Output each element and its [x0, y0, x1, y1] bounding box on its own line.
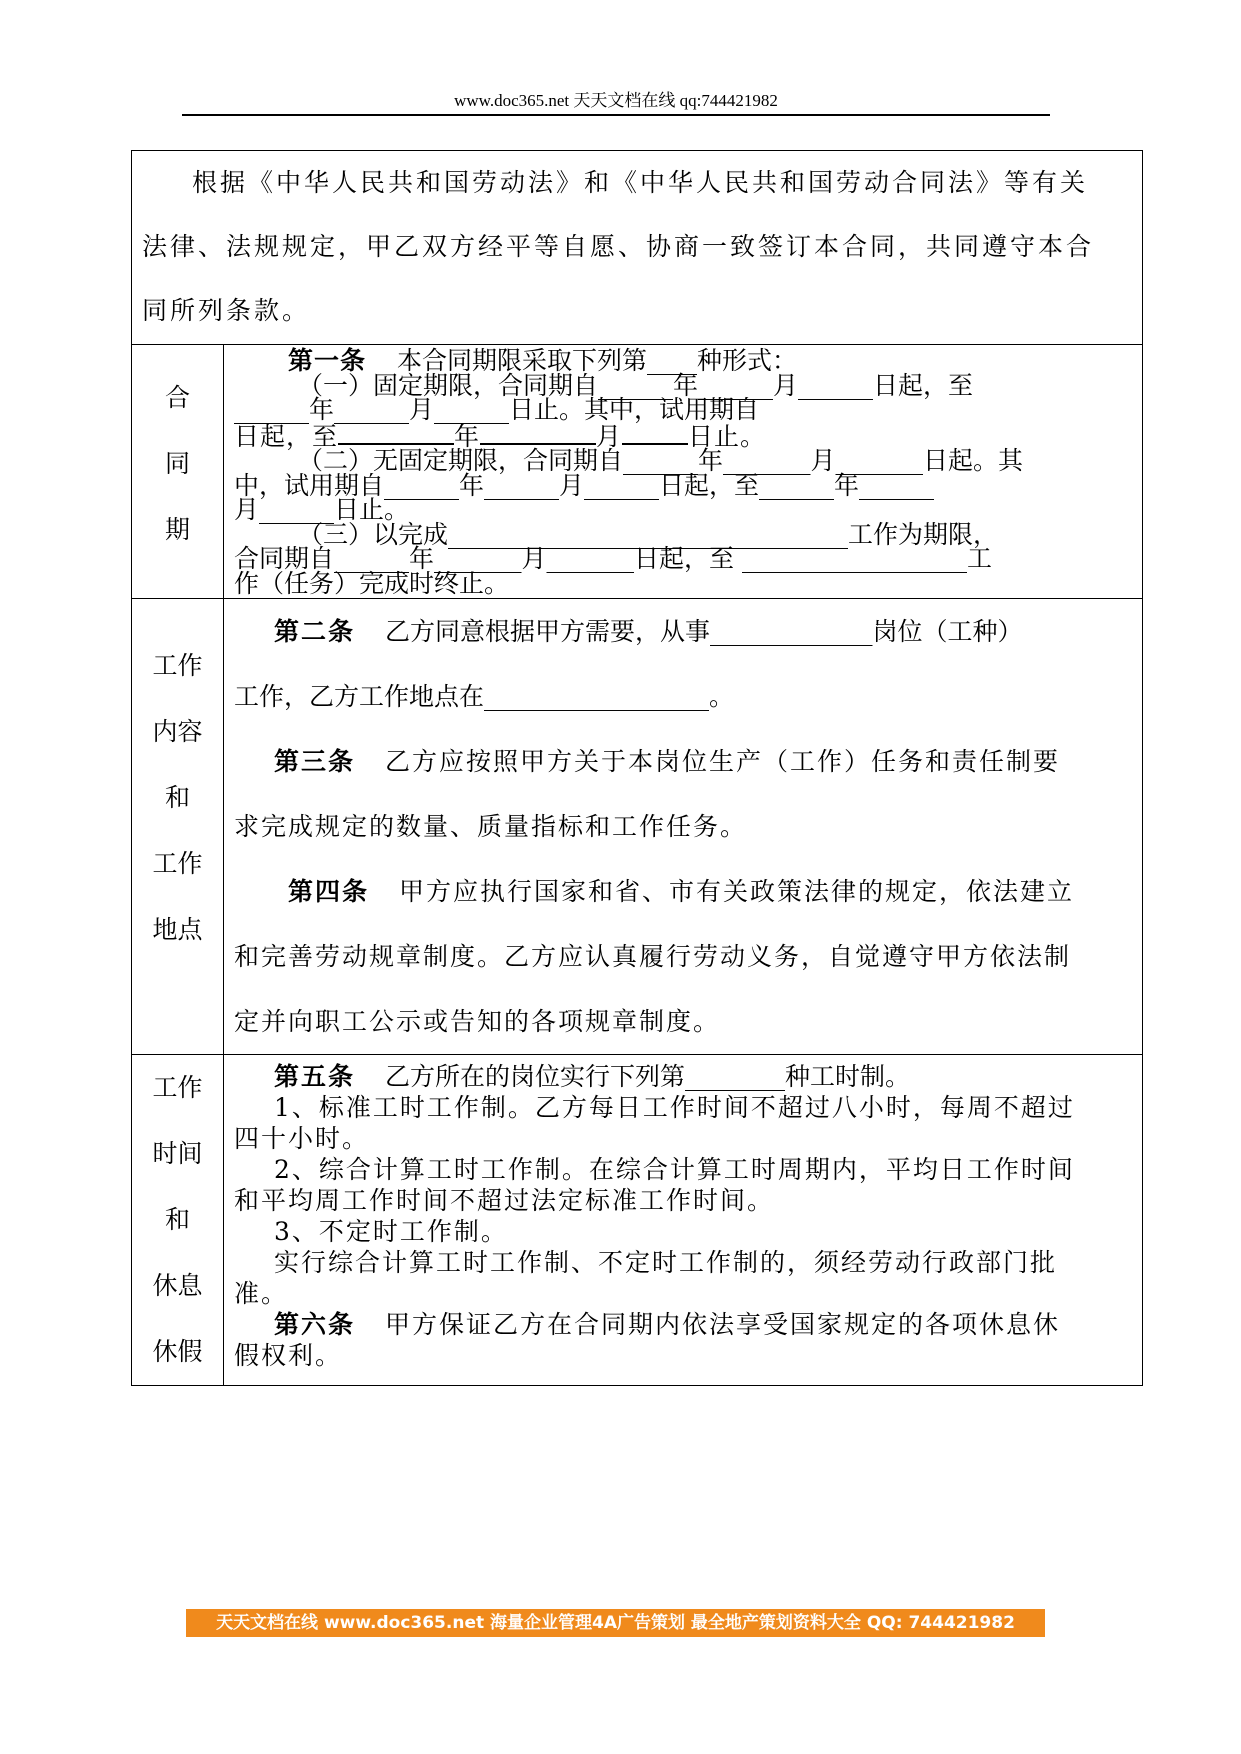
label-contract-term [132, 345, 224, 599]
footer-banner: 天天文档在线 www.doc365.net 海量企业管理4A广告策划 最全地产策划资料大全 QQ: 744421982 [186, 1609, 1045, 1637]
blank-line [480, 423, 596, 445]
articles-2-4-cell [224, 599, 1143, 1055]
article-3-text: 求完成规定的数量、质量指标和工作任务。 [234, 812, 748, 841]
label-char: 工作 [152, 849, 203, 878]
article-1-line: 本合同期限采取下列第____种形式： [396, 346, 797, 375]
article-1-cell [224, 345, 1143, 599]
label-work-time [132, 1055, 224, 1386]
label-char: 同 [164, 449, 190, 478]
intro-cell [132, 151, 1143, 345]
label-char: 休假 [152, 1337, 203, 1366]
label-char: 和 [164, 783, 190, 812]
article-6-title: 第六条 [274, 1310, 356, 1339]
article-5-item: 和平均周工作时间不超过法定标准工作时间。 [234, 1186, 775, 1215]
article-1-line: 作（任务）完成时终止。 [234, 568, 510, 598]
article-1-line: （一）固定期限，合同期自______年______月______日起，至 [298, 370, 974, 400]
article-5-item: 1、标准工时工作制。乙方每日工作时间不超过八小时，每周不超过 [274, 1093, 1075, 1122]
article-5-note: 准。 [234, 1279, 289, 1308]
article-4-text: 和完善劳动规章制度。乙方应认真履行劳动义务，自觉遵守甲方依法制 [234, 942, 1072, 971]
article-2-title: 第二条 [274, 617, 356, 646]
article-4-text: 甲方应执行国家和省、市有关政策法律的规定，依法建立 [399, 877, 1075, 906]
article-1-line: 合同期自______年_______月_______日起，至 __________________工 [234, 544, 992, 573]
intro-line-1: 根据《中华人民共和国劳动法》和《中华人民共和国劳动合同法》等有关 [192, 168, 1089, 197]
label-char: 和 [164, 1205, 190, 1234]
article-6-text: 甲方保证乙方在合同期内依法享受国家规定的各项休息休 [385, 1310, 1061, 1339]
article-2-text: 工作，乙方工作地点在__________________。 [234, 682, 735, 711]
article-4-title: 第四条 [288, 877, 370, 906]
article-1-title: 第一条 [288, 346, 367, 375]
article-5-note: 实行综合计算工时工作制、不定时工作制的，须经劳动行政部门批 [274, 1248, 1058, 1277]
intro-line-2: 法律、法规规定，甲乙双方经平等自愿、协商一致签订本合同，共同遵守本合 [142, 232, 1095, 261]
article-1-line: 日起，至 [234, 421, 339, 451]
blank-line [622, 423, 688, 445]
label-char: 合 [164, 383, 190, 412]
article-1-line: 中，试用期自______年______月______日起，至______年______ [234, 470, 935, 500]
article-5-item: 2、综合计算工时工作制。在综合计算工时周期内，平均日工作时间 [274, 1155, 1075, 1184]
page-header: www.doc365.net 天天文档在线 qq:744421982 [454, 91, 778, 110]
intro-line-3: 同所列条款。 [142, 296, 311, 325]
blank-line [338, 423, 454, 445]
article-5-item: 3、不定时工作制。 [274, 1217, 508, 1246]
article-2-text: 乙方同意根据甲方需要，从事_____________岗位（工种） [385, 617, 1023, 646]
label-char: 工作 [152, 651, 203, 680]
articles-5-6-cell [224, 1055, 1143, 1386]
label-char: 内容 [152, 717, 203, 746]
article-1-line: ______年______月______日止。其中，试用期自 [234, 395, 760, 424]
article-1-line: （三）以完成________________________________工作为期限， [298, 519, 999, 549]
label-work-content [132, 599, 224, 1055]
month-char: 月 [596, 421, 623, 451]
article-3-title: 第三条 [274, 747, 356, 776]
label-char: 地点 [152, 915, 203, 944]
label-char: 时间 [152, 1139, 203, 1168]
article-4-text: 定并向职工公示或告知的各项规章制度。 [234, 1007, 721, 1036]
label-char: 工作 [152, 1073, 203, 1102]
article-5-text: 乙方所在的岗位实行下列第________种工时制。 [385, 1062, 911, 1091]
article-5-item: 四十小时。 [234, 1124, 370, 1153]
label-char: 期 [164, 515, 190, 544]
contract-table [131, 150, 1143, 1386]
article-1-line: 月______日止。 [234, 495, 410, 524]
header-rule [182, 114, 1050, 116]
article-1-line: （二）无固定期限，合同期自______年_______月_______日起。其 [298, 446, 1024, 475]
article-6-text: 假权利。 [234, 1341, 343, 1370]
year-char: 年 [454, 421, 481, 451]
label-char: 休息 [152, 1271, 203, 1300]
article-5-title: 第五条 [274, 1062, 356, 1091]
day-end: 日止。 [688, 421, 767, 451]
article-3-text: 乙方应按照甲方关于本岗位生产（工作）任务和责任制要 [385, 747, 1061, 776]
